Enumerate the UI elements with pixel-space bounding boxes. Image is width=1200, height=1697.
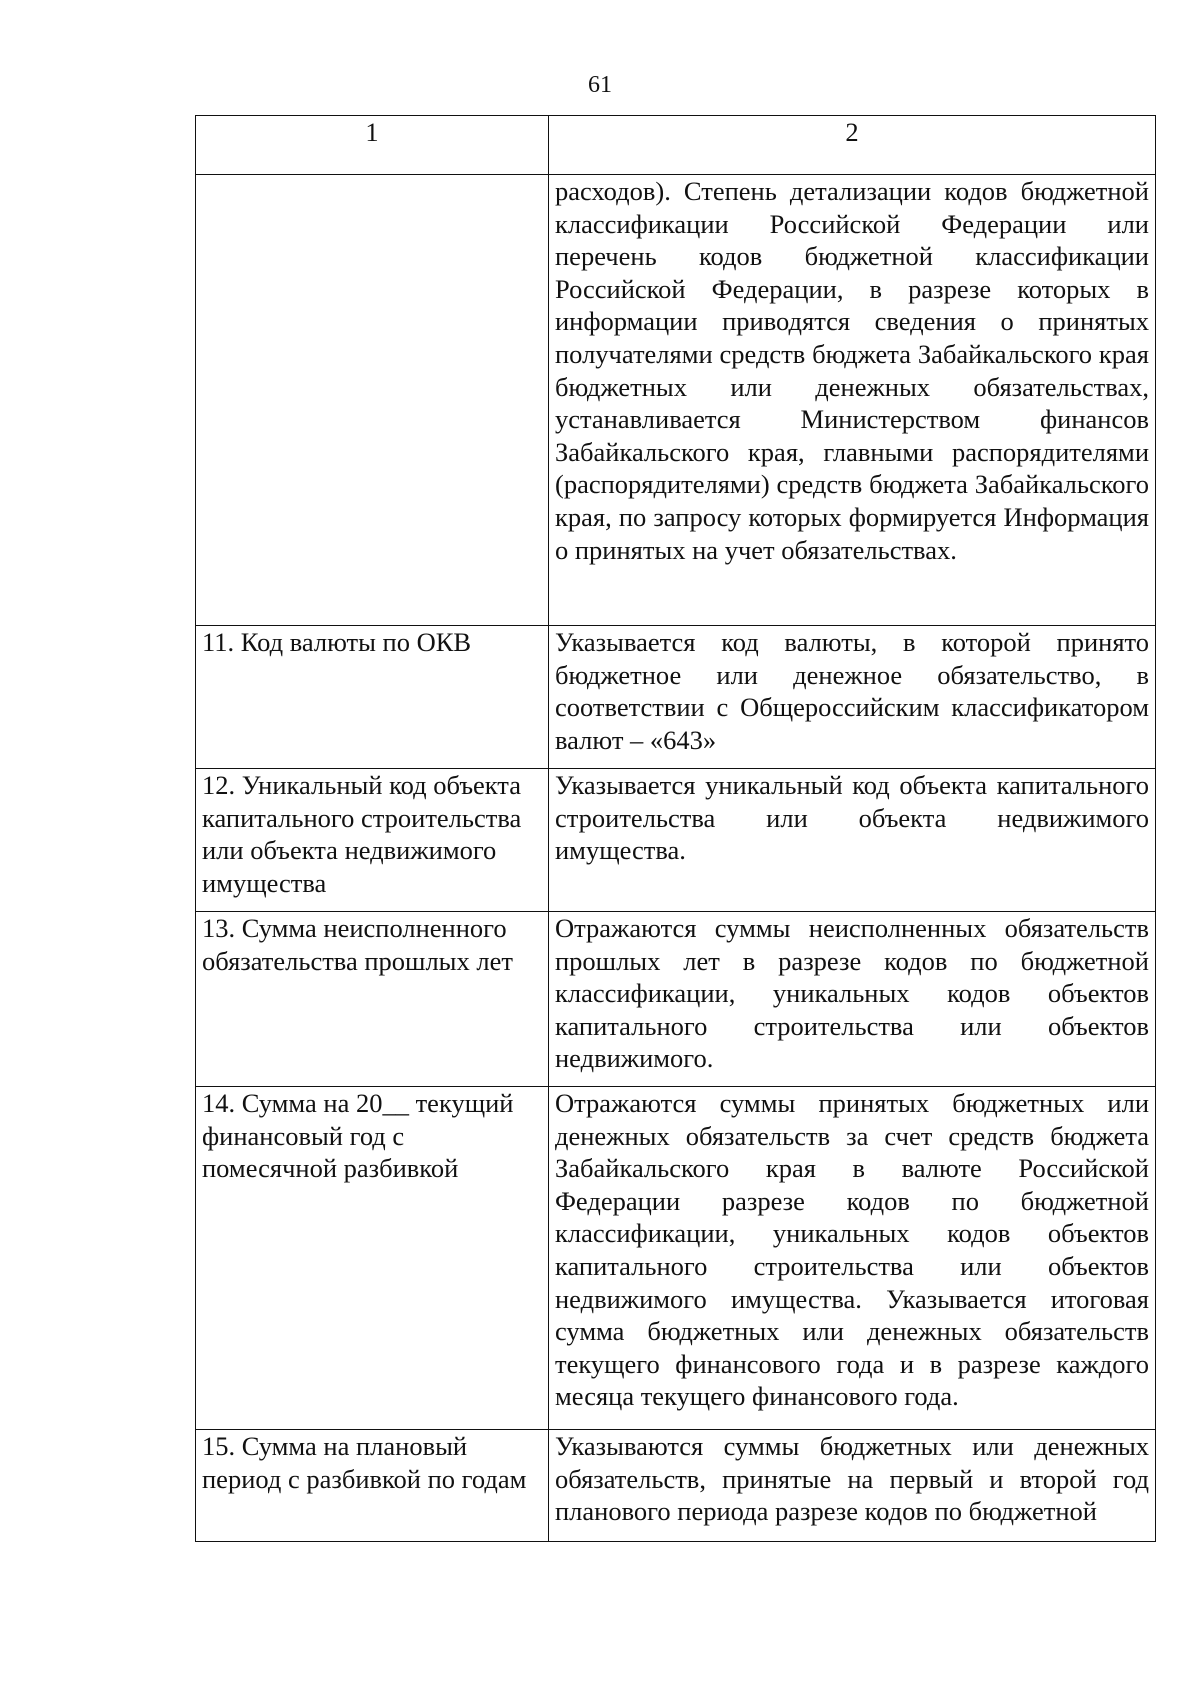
requisites-table xyxy=(195,115,1156,1542)
field-description-cell: расходов). Степень детализации кодов бюджетной классификации Российской Федерации или перечень кодов бюджетной классификации Российской Федерации, в разрезе которых в информации приводятся сведения о принятых получателями средств бюджета Забайкальского края бюджетных или денежных обязательствах, устанавливается Министерством финансов Забайкальского края, главными распорядителями (распорядителями) средств бюджета Забайкальского края, по запросу которых формируется Информация о принятых на учет обязательствах. xyxy=(549,175,1156,626)
page-number: 61 xyxy=(588,72,612,98)
field-name-cell: 12. Уникальный код объекта капитального строительства или объекта недвижимого имущества xyxy=(196,769,549,912)
table-header-row xyxy=(196,116,1156,175)
field-description-cell: Указывается код валюты, в которой принято бюджетное или денежное обязательство, в соответствии с Общероссийским классификатором валют – «643» xyxy=(549,626,1156,769)
field-description-cell: Указываются суммы бюджетных или денежных обязательств, принятые на первый и второй год планового периода разрезе кодов по бюджетной xyxy=(549,1430,1156,1542)
table-row xyxy=(196,769,1156,912)
field-description-cell: Указывается уникальный код объекта капитального строительства или объекта недвижимого имущества. xyxy=(549,769,1156,912)
field-name-cell: 11. Код валюты по ОКВ xyxy=(196,626,549,769)
field-description-cell: Отражаются суммы принятых бюджетных или денежных обязательств за счет средств бюджета Забайкальского края в валюте Российской Федерации разрезе кодов по бюджетной классификации, уникальных кодов объектов капитального строительства или объектов недвижимого имущества. Указывается итоговая сумма бюджетных или денежных обязательств текущего финансового года и в разрезе каждого месяца текущего финансового года. xyxy=(549,1087,1156,1430)
field-name-cell xyxy=(196,175,549,626)
field-name-cell: 13. Сумма неисполненного обязательства прошлых лет xyxy=(196,912,549,1087)
field-name-cell: 14. Сумма на 20__ текущий финансовый год с помесячной разбивкой xyxy=(196,1087,549,1430)
field-description-cell: Отражаются суммы неисполненных обязательств прошлых лет в разрезе кодов по бюджетной классификации, уникальных кодов объектов капитального строительства или объектов недвижимого. xyxy=(549,912,1156,1087)
table-row xyxy=(196,1087,1156,1430)
column-header-2: 2 xyxy=(549,116,1156,175)
field-name-cell: 15. Сумма на плановый период с разбивкой по годам xyxy=(196,1430,549,1542)
table-row xyxy=(196,626,1156,769)
table-row xyxy=(196,912,1156,1087)
table-row xyxy=(196,175,1156,626)
table-row xyxy=(196,1430,1156,1542)
column-header-1: 1 xyxy=(196,116,549,175)
